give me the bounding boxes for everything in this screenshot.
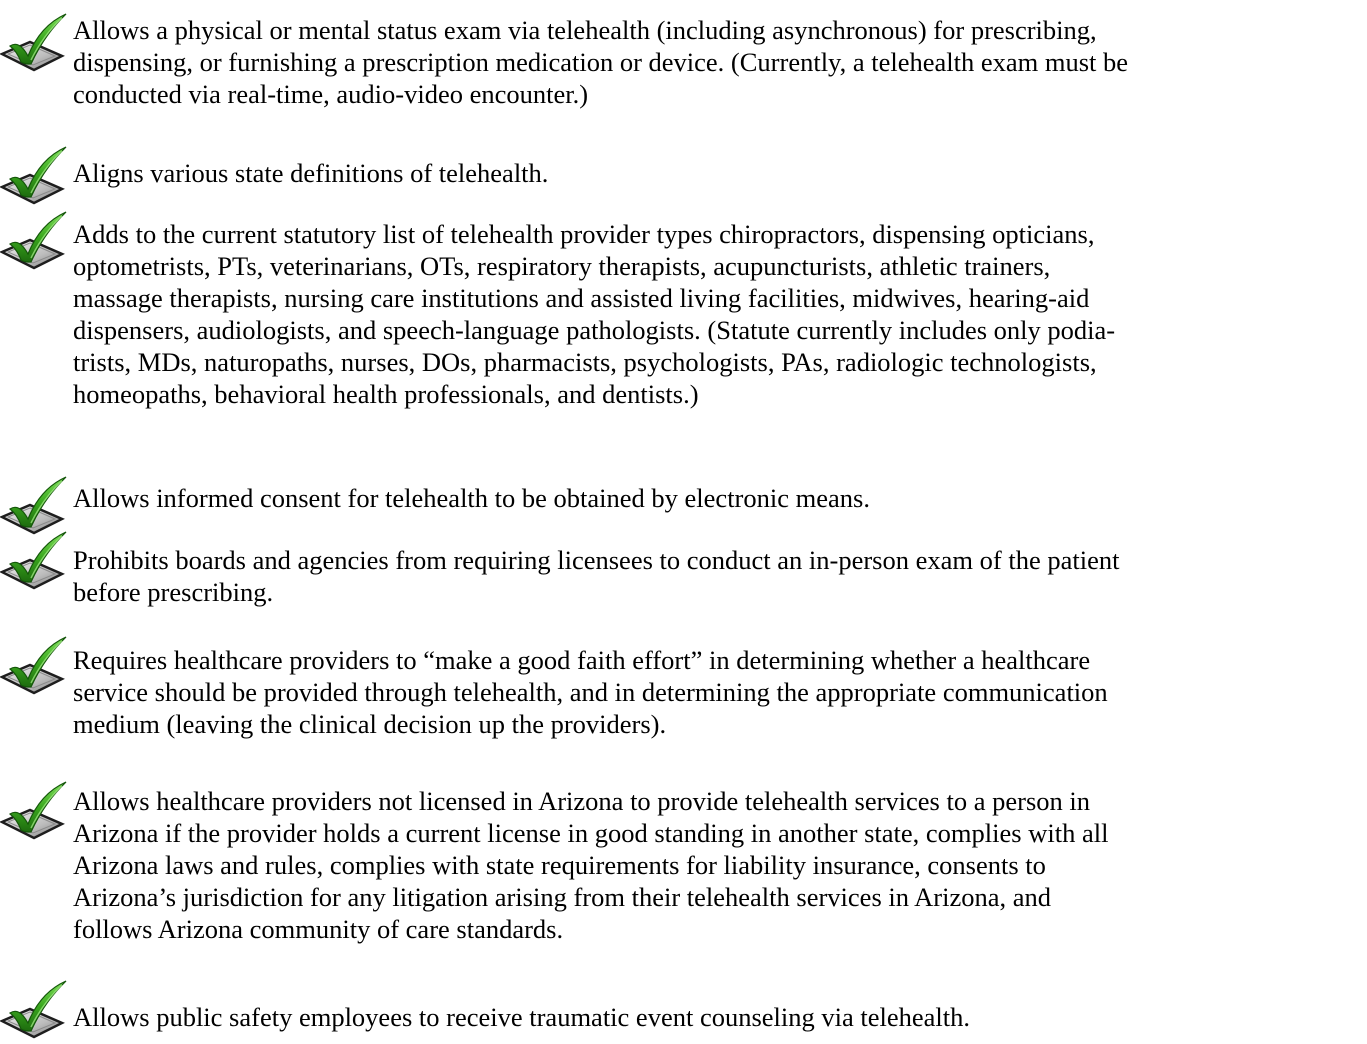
checkmark-icon bbox=[0, 475, 70, 535]
checkmark-icon bbox=[0, 530, 70, 590]
list-item-text: Allows public safety employees to receive traumatic event counseling via telehealth. bbox=[73, 1002, 971, 1032]
checkmark-icon bbox=[0, 635, 70, 695]
list-item-text: Aligns various state definitions of telehealth. bbox=[73, 158, 549, 188]
list-item-text: Adds to the current statutory list of telehealth provider types chiropractors, dispensing opticians, optometrists, PTs, veterinarians, OTs, respiratory therapists, acupuncturists, athletic trainers, massage therapists, nursing care institutions and assisted living facilities, midwives, hearing-aid dispensers, audiologists, and speech-language pathologists. (Statute currently includes only podia- trists, MDs, naturopaths, nurses, DOs, pharmacists, psychologists, PAs, radiologic technologists, homeopaths, behavioral health professionals, and dentists.) bbox=[73, 219, 1116, 409]
checkmark-icon bbox=[0, 979, 70, 1039]
checkmark-icon bbox=[0, 145, 70, 205]
list-item-text: Allows a physical or mental status exam via telehealth (including asynchronous) for prescribing, dispensing, or furnishing a prescription medication or device. (Currently, a telehealth exam must be conducted via real-time, audio-video encounter.) bbox=[73, 15, 1129, 109]
checkmark-icon bbox=[0, 210, 70, 270]
list-item-text: Allows healthcare providers not licensed in Arizona to provide telehealth services to a person in Arizona if the provider holds a current license in good standing in another state, complies with all Arizona laws and rules, complies with state requirements for liability insurance, consents to Arizona’s jurisdiction for any litigation arising from their telehealth services in Arizona, and follows Arizona community of care standards. bbox=[73, 786, 1109, 944]
checkmark-icon bbox=[0, 780, 70, 840]
checkmark-icon bbox=[0, 12, 70, 72]
list-item-text: Allows informed consent for telehealth to be obtained by electronic means. bbox=[73, 483, 870, 513]
list-item-text: Requires healthcare providers to “make a good faith effort” in determining whether a healthcare service should be provided through telehealth, and in determining the appropriate communication medium (leaving the clinical decision up the providers). bbox=[73, 645, 1108, 739]
list-item-text: Prohibits boards and agencies from requiring licensees to conduct an in-person exam of the patient before prescribing. bbox=[73, 545, 1120, 607]
